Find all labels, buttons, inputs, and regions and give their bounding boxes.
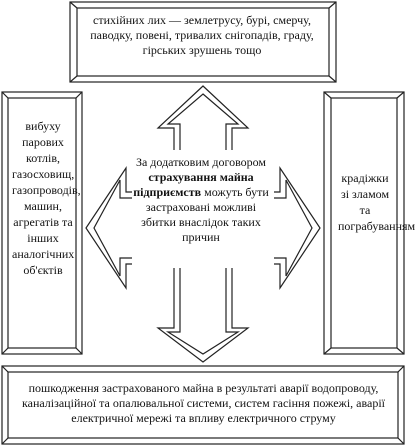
- center-text-part1: За додатковим договором: [135, 155, 267, 169]
- top-box-text: стихійних лих — землетрусу, бурі, смерчу, паводку, повені, тривалих снігопадів, граду, гірських зрушень тощо: [90, 13, 314, 57]
- center-text-part3: можуть бути застраховані можливі збитки внаслідок таких причин: [141, 185, 269, 244]
- bottom-box-text: пошкодження застрахованого майна в результаті аварії водопроводу, каналізаційної та опалювальної системи, систем гасіння пожежі, аварії електричної мережі та впливу електричного струму: [21, 381, 386, 425]
- center-text: [128, 155, 274, 245]
- left-box-text: вибуху парових котлів, газосховищ, газопроводів, машин, агрегатів та інших аналогічних об'єктів: [12, 119, 81, 277]
- right-box-text: крадіжки зі зламом та пограбуванням: [338, 171, 415, 233]
- center-text-bold: страхування майна підприємств: [133, 170, 254, 199]
